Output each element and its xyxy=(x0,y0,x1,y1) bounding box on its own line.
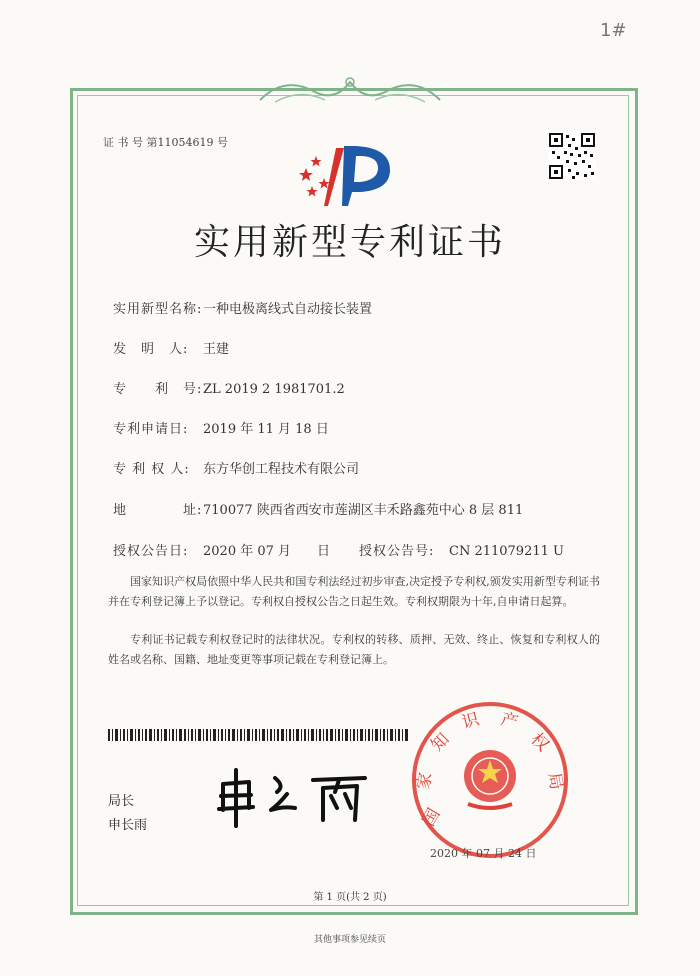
field-value: 710077 陕西省西安市莲湖区丰禾路鑫苑中心 8 层 811 xyxy=(203,503,524,518)
footer-note: 其他事项参见续页 xyxy=(313,935,386,945)
legal-status-statement: 专利证书记载专利权登记时的法律状况。专利权的转移、质押、无效、终止、恢复和专利权人的姓名或名称、国籍、地址变更等事项记载在专利登记簿上。 xyxy=(108,633,600,666)
grant-number-value: CN 211079211 U xyxy=(449,544,564,559)
field-patentee xyxy=(113,458,359,477)
field-value: 一种电极离线式自动接长装置 xyxy=(203,302,373,317)
field-label: 发 明 人: xyxy=(113,342,189,357)
field-grant-announcement xyxy=(113,540,564,559)
field-name xyxy=(113,298,372,317)
grant-date-label: 授权公告日: xyxy=(113,544,189,559)
signatory-title: 局长 xyxy=(108,794,135,809)
field-label: 专 利 号: xyxy=(113,382,203,397)
field-label: 专利申请日: xyxy=(113,422,189,437)
handwritten-signature-icon xyxy=(205,762,385,832)
certificate-number: 证 书 号 第11054619 号 xyxy=(103,136,228,149)
field-address xyxy=(113,499,523,518)
grant-date-value: 2020 年 07 月 日 xyxy=(203,544,331,559)
field-value: ZL 2019 2 1981701.2 xyxy=(203,382,345,397)
svg-text:识: 识 xyxy=(459,709,482,734)
field-patent-number xyxy=(113,378,345,397)
field-label: 专 利 权 人: xyxy=(113,462,190,477)
seal-date: 2020 年 07 月 24 日 xyxy=(430,847,537,860)
field-value: 东方华创工程技术有限公司 xyxy=(203,462,360,477)
official-seal-icon xyxy=(410,700,570,860)
signatory-name: 申长雨 xyxy=(108,818,148,833)
grant-statement: 国家知识产权局依照中华人民共和国专利法经过初步审查,决定授予专利权,颁发实用新型专利证书并在专利登记簿上予以登记。专利权自授权公告之日起生效。专利权期限为十年,自申请日起算。 xyxy=(108,575,600,608)
grant-number-label: 授权公告号: xyxy=(359,544,435,559)
barcode-icon xyxy=(108,729,408,741)
field-value: 2019 年 11 月 18 日 xyxy=(203,422,329,437)
field-label: 地 址: xyxy=(113,503,203,518)
top-ornament-icon xyxy=(255,70,445,110)
patent-office-logo-icon xyxy=(298,138,402,208)
field-application-date xyxy=(113,418,329,437)
field-inventor xyxy=(113,338,229,357)
svg-text:国: 国 xyxy=(418,805,445,830)
handwritten-mark: 1# xyxy=(600,20,627,41)
certificate-title: 实用新型专利证书 xyxy=(193,222,506,263)
svg-text:权: 权 xyxy=(526,729,553,756)
qr-code-icon xyxy=(548,132,596,180)
svg-text:家: 家 xyxy=(413,771,437,792)
svg-text:局: 局 xyxy=(543,771,567,792)
svg-text:产: 产 xyxy=(498,709,521,734)
svg-text:知: 知 xyxy=(427,729,454,756)
field-value: 王建 xyxy=(203,342,230,357)
page-number: 第 1 页(共 2 页) xyxy=(313,892,387,903)
field-label: 实用新型名称: xyxy=(113,302,203,317)
